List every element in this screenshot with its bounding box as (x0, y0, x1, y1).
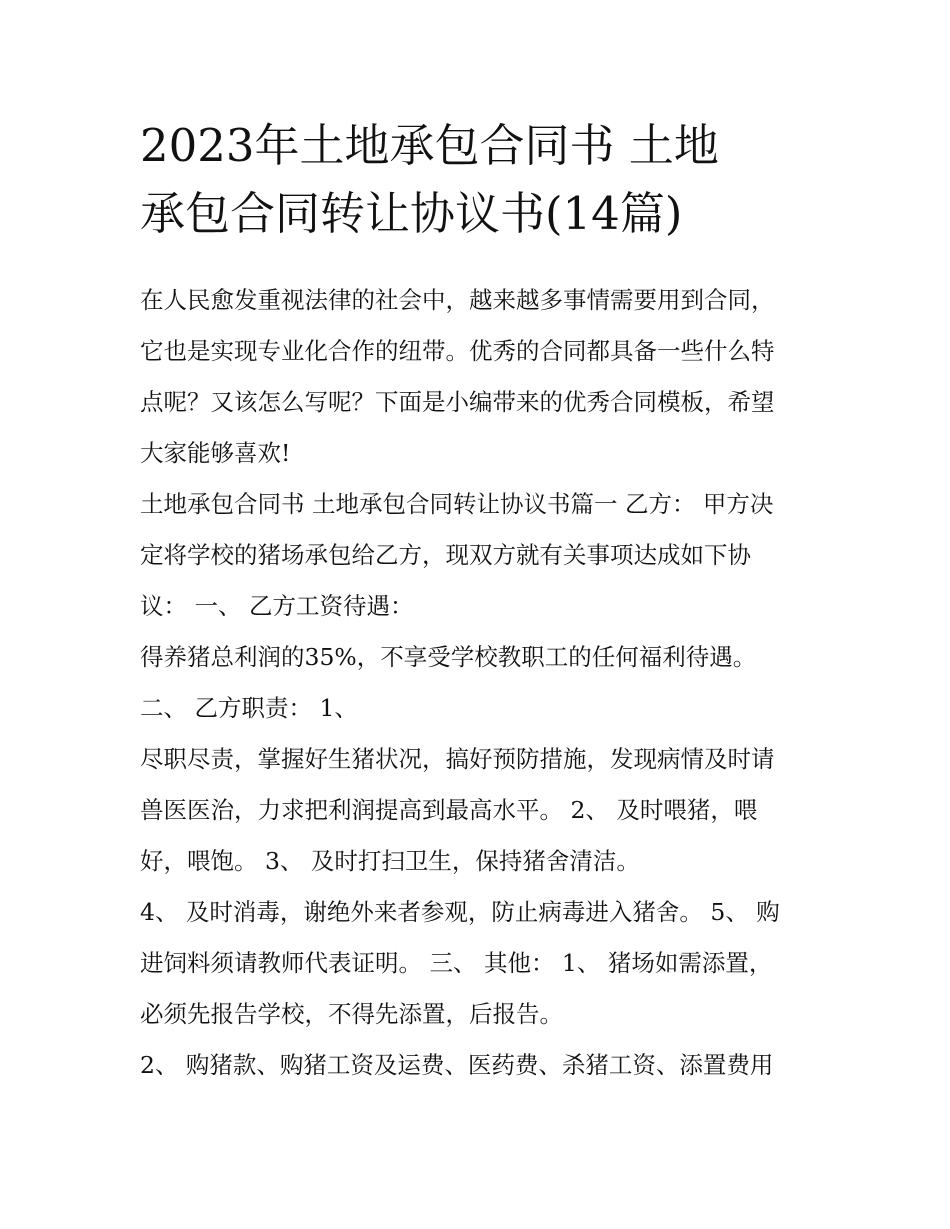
body-line: 在人民愈发重视法律的社会中，越来越多事情需要用到合同， (140, 286, 775, 314)
document-title (140, 112, 820, 248)
document-body (140, 275, 820, 1091)
body-line: 兽医医治，力求把利润提高到最高水平。 2、 及时喂猪，喂 (140, 796, 758, 824)
body-line: 尽职尽责，掌握好生猪状况，搞好预防措施，发现病情及时请 (140, 745, 775, 773)
body-line: 大家能够喜欢! (140, 439, 291, 467)
body-line: 它也是实现专业化合作的纽带。优秀的合同都具备一些什么特 (140, 337, 775, 365)
body-line: 进饲料须请教师代表证明。 三、 其他： 1、 猪场如需添置， (140, 949, 773, 977)
body-line: 必须先报告学校，不得先添置，后报告。 (140, 1000, 563, 1028)
title-line: 2023年土地承包合同书 土地 (140, 119, 719, 172)
body-line: 2、 购猪款、购猪工资及运费、医药费、杀猪工资、添置费用 (140, 1051, 774, 1079)
body-line: 得养猪总利润的35%，不享受学校教职工的任何福利待遇。 (140, 643, 757, 671)
body-line: 点呢？又该怎么写呢？下面是小编带来的优秀合同模板，希望 (140, 388, 775, 416)
body-line: 土地承包合同书 土地承包合同转让协议书篇一 乙方： 甲方决 (140, 490, 774, 518)
body-line: 议： 一、 乙方工资待遇： (140, 592, 414, 620)
body-line: 二、 乙方职责： 1、 (140, 694, 358, 722)
body-line: 定将学校的猪场承包给乙方，现双方就有关事项达成如下协 (140, 541, 751, 569)
body-line: 好，喂饱。 3、 及时打扫卫生，保持猪舍清洁。 (140, 847, 640, 875)
title-line: 承包合同转让协议书(14篇) (140, 187, 683, 240)
body-line: 4、 及时消毒，谢绝外来者参观，防止病毒进入猪舍。 5、 购 (140, 898, 780, 926)
